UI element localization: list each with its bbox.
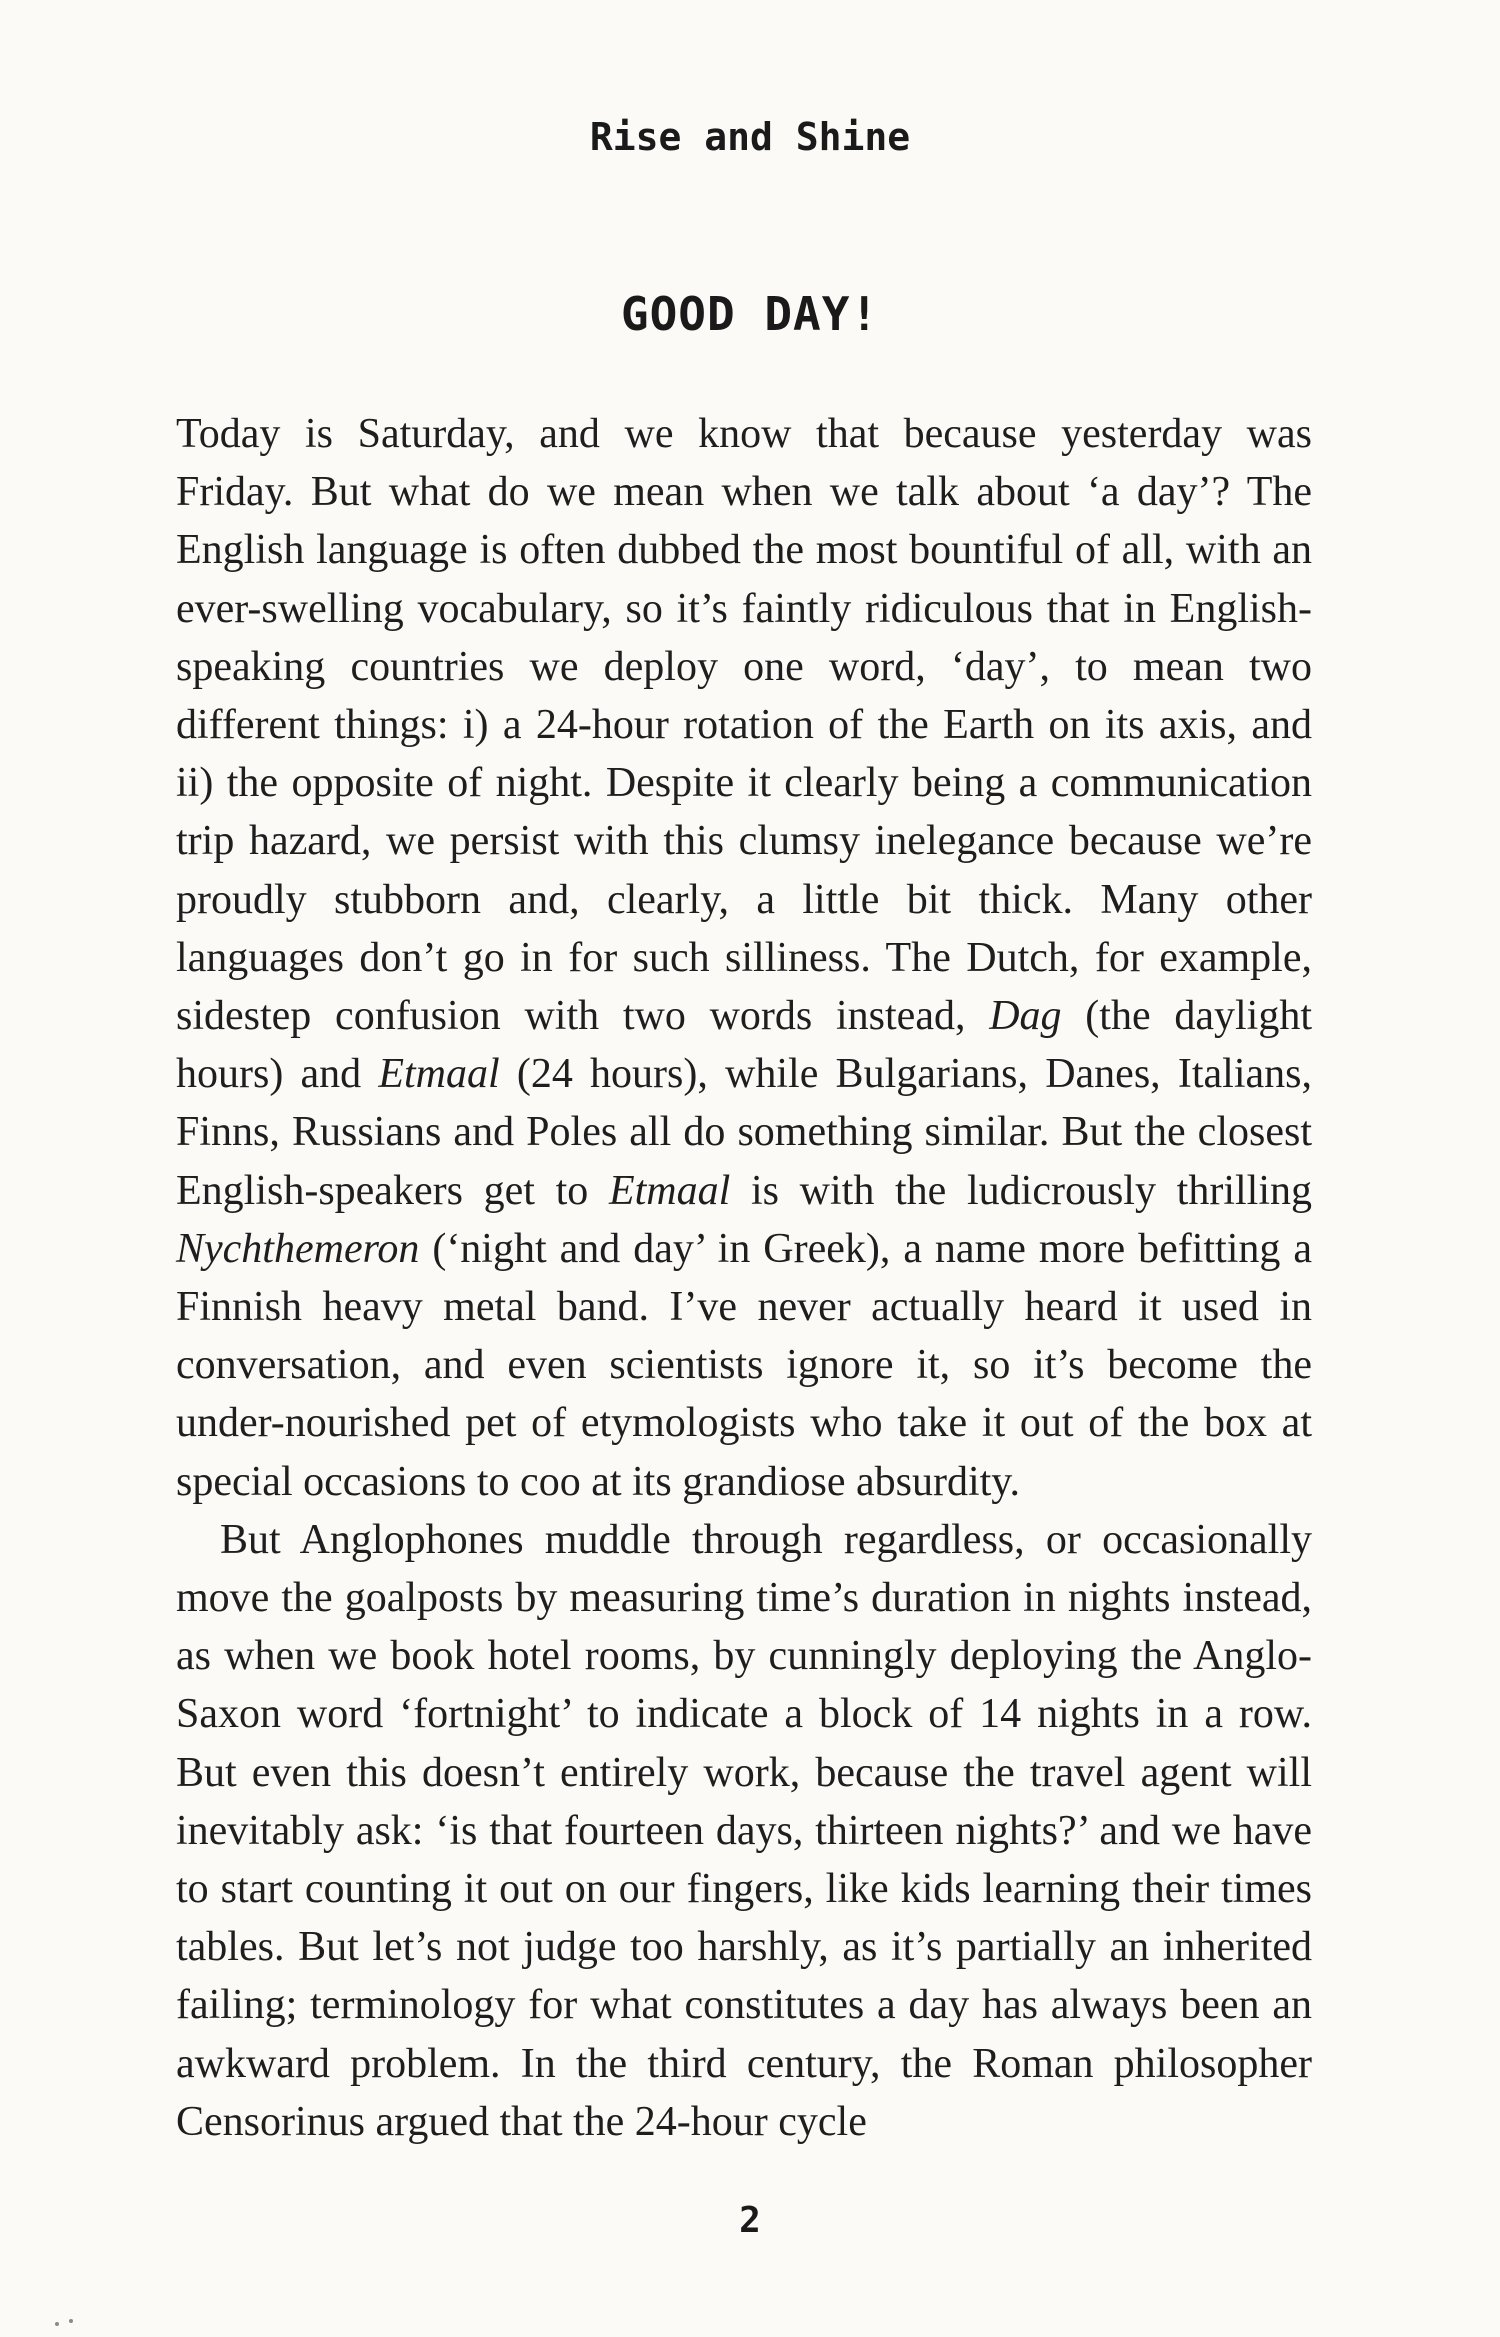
body-text bbox=[176, 405, 1312, 2151]
italic-term-etmaal: Etmaal bbox=[378, 1051, 500, 1098]
italic-term-etmaal: Etmaal bbox=[608, 1167, 731, 1214]
text-run: But Anglophones muddle through regardless, or occasionally move the goalposts by measuring time’s duration in nights instead, as when we book hotel rooms, by cunningly deploying the Anglo-Saxon word ‘fortnight’ to indicate a block of 14 nights in a row. But even this doesn’t entirely work, because the travel agent will inevitably ask: ‘is that fourteen days, thirteen nights?’ and we have to start counting it out on our fingers, like kids learning their times tables. But let’s not judge too harshly, as it’s partially an inherited failing; terminology for what constitutes a day has always been an awkward problem. In the third century, the Roman philosopher Censorinus argued that the 24-hour cycle bbox=[176, 1516, 1312, 2145]
page-number: 2 bbox=[739, 2200, 761, 2241]
paragraph-2 bbox=[176, 1511, 1312, 2151]
running-head: Rise and Shine bbox=[589, 115, 911, 159]
italic-term-nychthemeron: Nychthemeron bbox=[176, 1225, 420, 1272]
chapter-title: GOOD DAY! bbox=[620, 287, 880, 341]
paragraph-1 bbox=[176, 405, 1312, 1511]
italic-term-dag: Dag bbox=[989, 993, 1062, 1040]
print-specks bbox=[55, 2316, 115, 2328]
text-run: (‘night and day’ in Greek), a name more befitting a Finnish heavy metal band. I’ve never actually heard it used in conversation, and even scientists ignore it, so it’s become the under-nourished pet of etymologists who take it out of the box at special occasions to coo at its grandiose absurdity. bbox=[176, 1225, 1312, 1505]
text-run: Today is Saturday, and we know that because yesterday was Friday. But what do we mean when we talk about ‘a day’? The English language is often dubbed the most bountiful of all, with an ever-swelling vocabulary, so it’s faintly ridiculous that in English-speaking countries we deploy one word, ‘day’, to mean two different things: i) a 24-hour rotation of the Earth on its axis, and ii) the opposite of night. Despite it clearly being a communication trip hazard, we persist with this clumsy inelegance because we’re proudly stubborn and, clearly, a little bit thick. Many other languages don’t go in for such silliness. The Dutch, for example, sidestep confusion with two words instead, bbox=[176, 411, 1312, 1040]
text-run: (24 hours), while Bulgarians, Danes, Italians, Finns, Russians and Poles all do something similar. But the closest English-speakers get to bbox=[176, 1051, 1312, 1214]
text-run: is with the ludicrously thrilling bbox=[730, 1167, 1312, 1214]
text-run: (the daylight hours) and bbox=[176, 993, 1312, 1098]
